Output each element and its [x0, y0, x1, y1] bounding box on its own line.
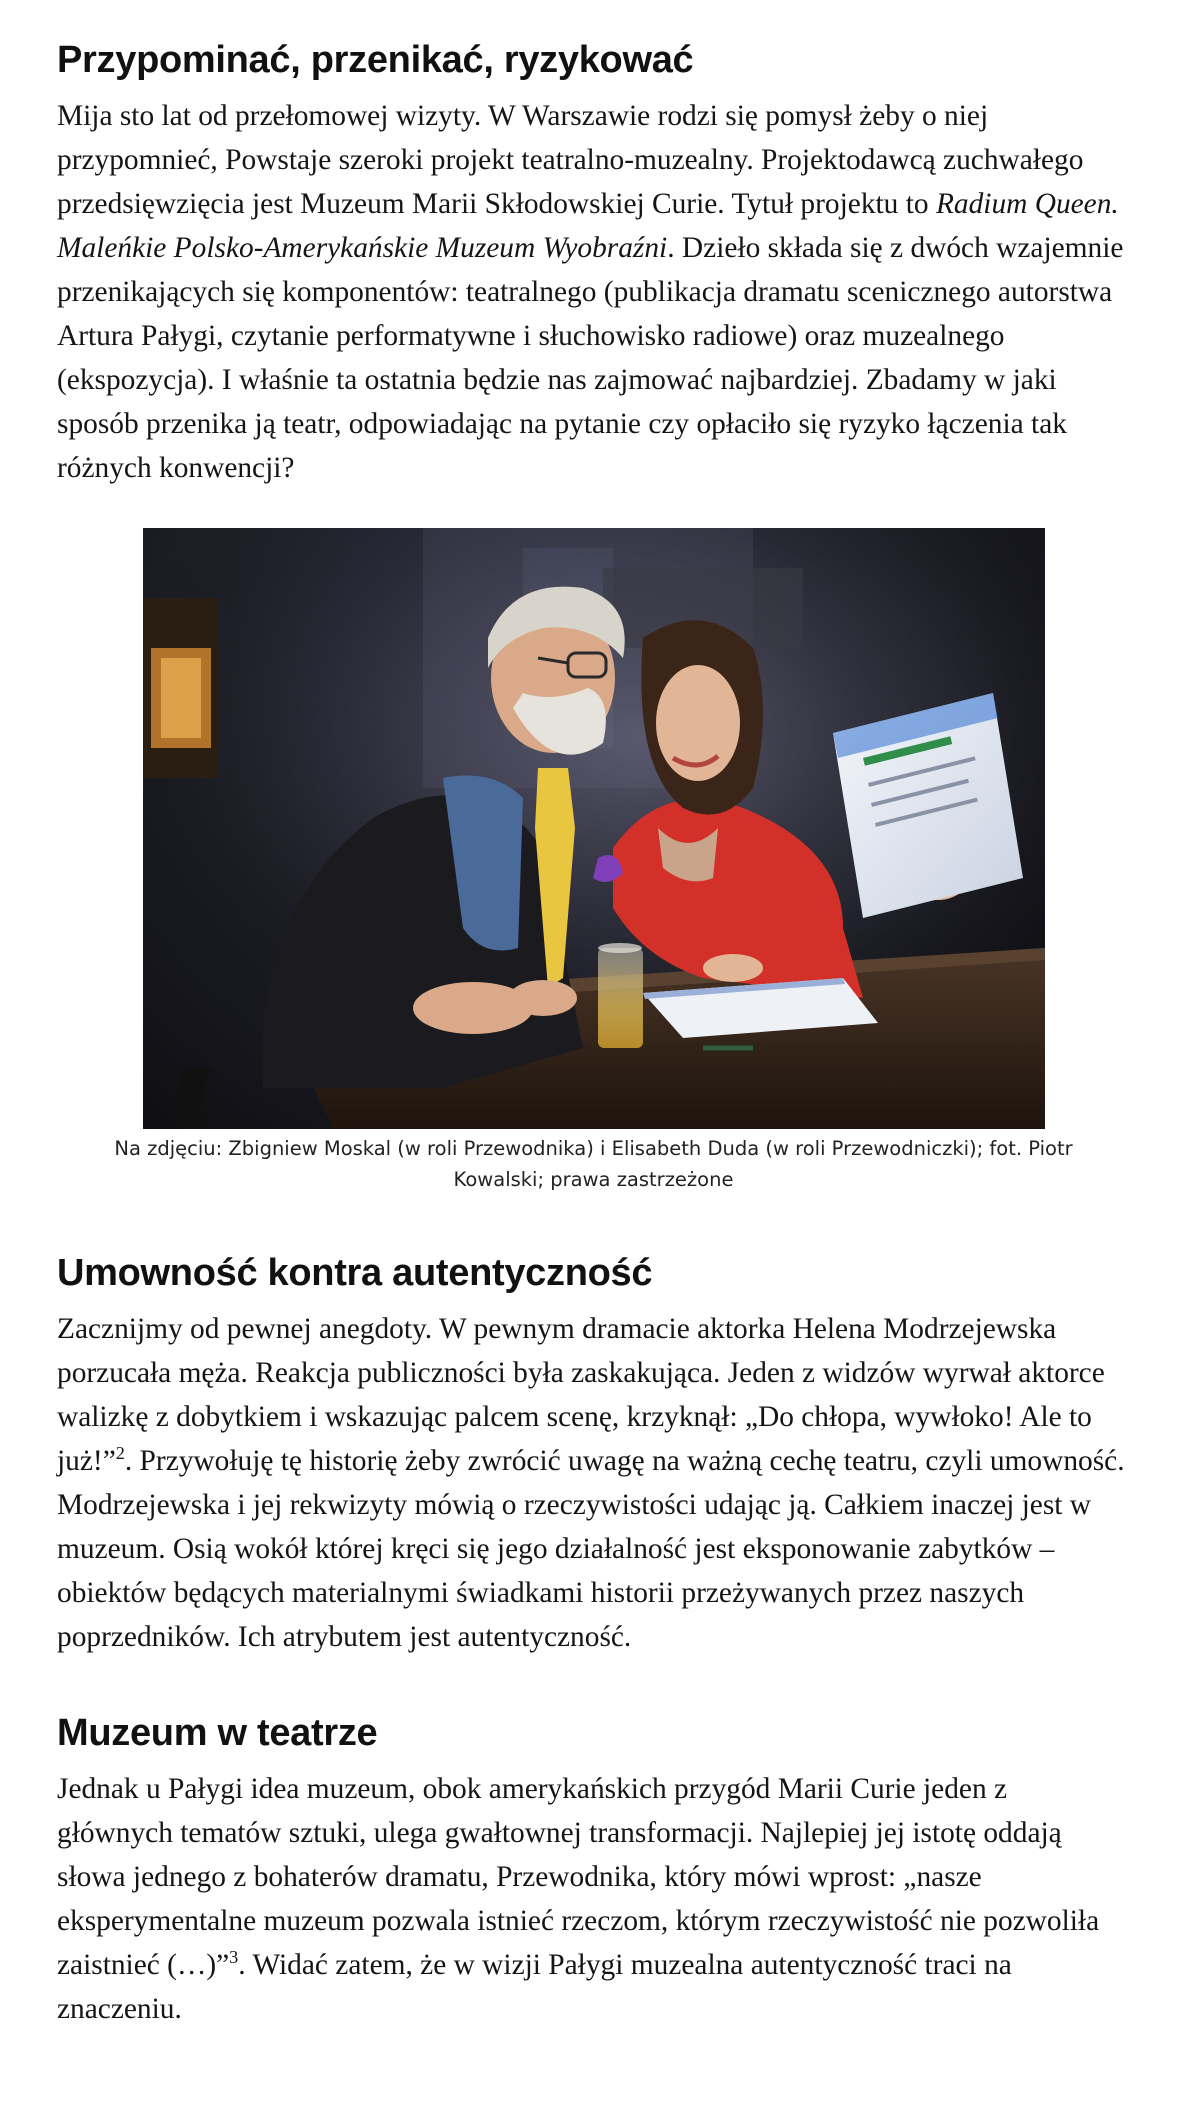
paragraph-text: Jednak u Pałygi idea muzeum, obok amerykańskich przygód Marii Curie jeden z głównych tematów sztuki, ulega gwałtownej transformacji. Najlepiej jej istotę oddają słowa jednego z bohaterów dramatu, Przewodnika, który mówi wprost: „nasze eksperymentalne muzeum pozwala istnieć rzeczom, którym rzeczywistość nie pozwoliła zaistnieć (…)”: [57, 1773, 1100, 1981]
section-paragraph: [57, 1767, 1130, 2031]
photo-figure: [57, 528, 1130, 1195]
section-paragraph: [57, 94, 1130, 490]
paragraph-text: . Widać zatem, że w wizji Pałygi muzealna autentyczność traci na znaczeniu.: [57, 1949, 1012, 2025]
section-heading: Umowność kontra autentyczność: [57, 1252, 653, 1294]
photo-caption: Na zdjęciu: Zbigniew Moskal (w roli Przewodnika) i Elisabeth Duda (w roli Przewodniczki); fot. Piotr Kowalski; prawa zastrzeżone: [114, 1137, 1073, 1191]
section-umownosc: [57, 1249, 1130, 1659]
footnote-marker[interactable]: 3: [229, 1947, 239, 1968]
paragraph-text: Zacznijmy od pewnej anegdoty. W pewnym dramacie aktorka Helena Modrzejewska porzucała męża. Reakcja publiczności była zaskakująca. Jeden z widzów wyrwał aktorce walizkę z dobytkiem i wskazując palcem scenę, krzyknął: „Do chłopa, wywłoko! Ale to już!”: [57, 1313, 1105, 1477]
section-przypominac: [57, 36, 1130, 490]
stage-photo: [143, 528, 1045, 1129]
section-heading: Przypominać, przenikać, ryzykować: [57, 39, 694, 81]
section-paragraph: [57, 1307, 1130, 1659]
section-heading: Muzeum w teatrze: [57, 1712, 378, 1754]
project-title: Radium Queen. Maleńkie Polsko-Amerykańskie Muzeum Wyobraźni: [57, 188, 1119, 264]
paragraph-text: . Przywołuję tę historię żeby zwrócić uwagę na ważną cechę teatru, czyli umowność. Modrzejewska i jej rekwizyty mówią o rzeczywistości udając ją. Całkiem inaczej jest w muzeum. Osią wokół której kręci się jego działalność jest eksponowanie zabytków – obiektów będących materialnymi świadkami historii przeżywanych przez naszych poprzedników. Ich atrybutem jest autentyczność.: [57, 1445, 1125, 1653]
section-muzeum: [57, 1709, 1130, 2031]
stage-photo-illustration: [143, 528, 1045, 1129]
paragraph-text: . Dzieło składa się z dwóch wzajemnie przenikających się komponentów: teatralnego (publikacja dramatu scenicznego autorstwa Artura Pałygi, czytanie performatywne i słuchowisko radiowe) oraz muzealnego (ekspozycja). I właśnie ta ostatnia będzie nas zajmować najbardziej. Zbadamy w jaki sposób przenika ją teatr, odpowiadając na pytanie czy opłaciło się ryzyko łączenia tak różnych konwencji?: [57, 232, 1124, 484]
paragraph-text: Mija sto lat od przełomowej wizyty. W Warszawie rodzi się pomysł żeby o niej przypomnieć, Powstaje szeroki projekt teatralno-muzealny. Projektodawcą zuchwałego przedsięwzięcia jest Muzeum Marii Skłodowskiej Curie. Tytuł projektu to: [57, 100, 1084, 220]
footnote-marker[interactable]: 2: [115, 1443, 125, 1464]
